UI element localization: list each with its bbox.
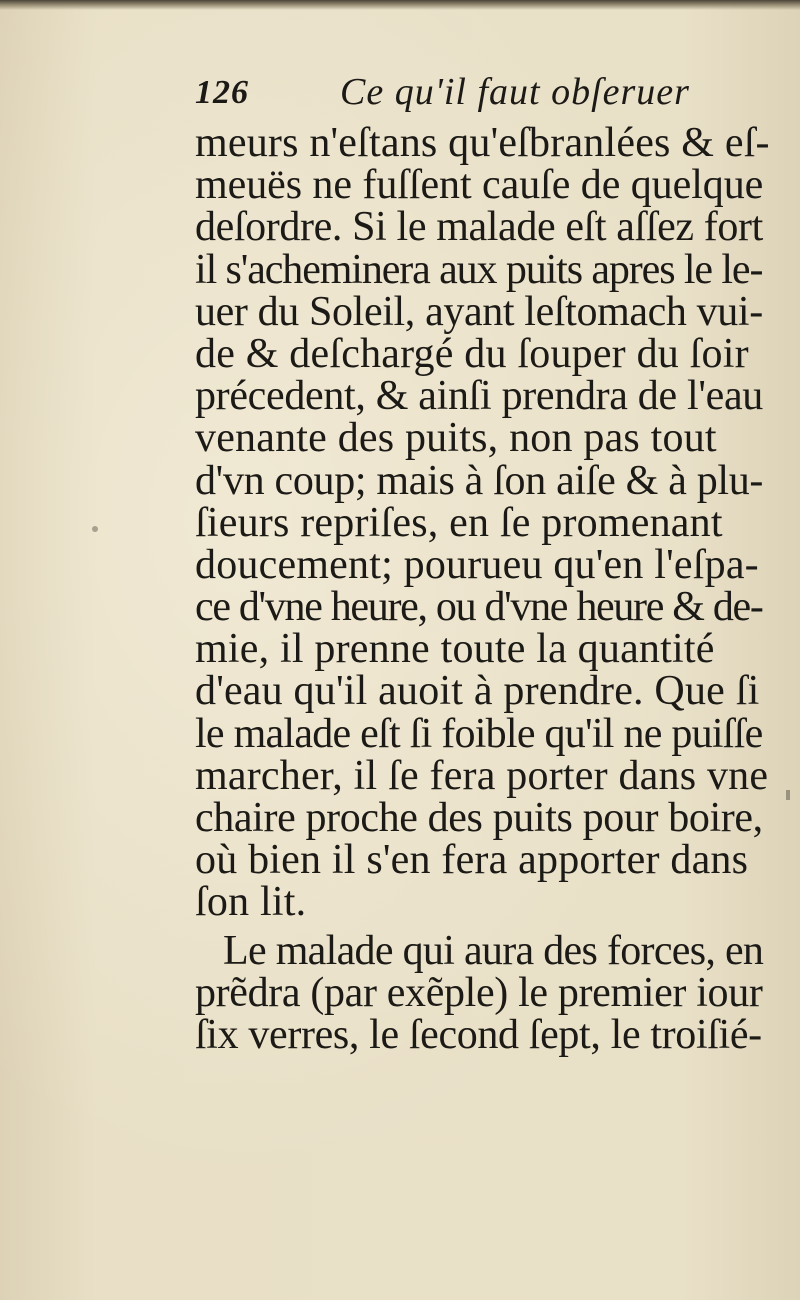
text-line: marcher, il ſe fera porter dans vne xyxy=(195,752,769,799)
page-header xyxy=(195,70,755,120)
text-line: d'vn coup; mais à ſon aiſe & à plu- xyxy=(195,457,764,504)
text-line: où bien il s'en fera apporter dans xyxy=(195,837,749,884)
page-top-edge xyxy=(0,0,800,10)
text-line: deſordre. Si le malade eſt aſſez fort xyxy=(195,204,763,251)
text-line: Le malade qui aura des forces, en xyxy=(223,927,764,974)
running-title: Ce qu'il faut obſeruer xyxy=(340,71,690,113)
body-text xyxy=(195,122,770,1056)
text-line: précedent, & ainſi prendra de l'eau xyxy=(195,373,763,420)
text-line: ſieurs repriſes, en ſe promenant xyxy=(195,499,723,546)
page-number: 126 xyxy=(195,74,249,111)
text-line: uer du Soleil, ayant leſtomach vui- xyxy=(195,288,763,335)
text-line: chaire proche des puits pour boire, xyxy=(195,795,763,841)
text-line: ce d'vne heure, ou d'vne heure & de- xyxy=(195,584,763,631)
text-line: le malade eſt ſi foible qu'il ne puiſſe xyxy=(195,710,763,757)
margin-mark xyxy=(786,790,790,800)
text-line: prẽdra (par exẽple) le premier iour xyxy=(195,969,763,1016)
text-line: doucement; pourueu qu'en l'eſpa- xyxy=(195,541,759,588)
ink-spot xyxy=(92,526,98,532)
text-line: ſon lit. xyxy=(195,879,307,926)
text-line: venante des puits, non pas tout xyxy=(195,415,717,462)
text-line: d'eau qu'il auoit à prendre. Que ſi xyxy=(195,668,760,715)
text-line: meuës ne fuſſent cauſe de quelque xyxy=(195,162,764,209)
text-line: meurs n'eſtans qu'eſbranlées & eſ- xyxy=(195,120,770,166)
text-line: mie, il prenne toute la quantité xyxy=(195,626,715,673)
text-line: de & deſchargé du ſouper du ſoir xyxy=(195,330,749,377)
text-line: il s'acheminera aux puits apres le le- xyxy=(195,246,763,293)
text-line: ſix verres, le ſecond ſept, le troiſié- xyxy=(195,1011,762,1058)
